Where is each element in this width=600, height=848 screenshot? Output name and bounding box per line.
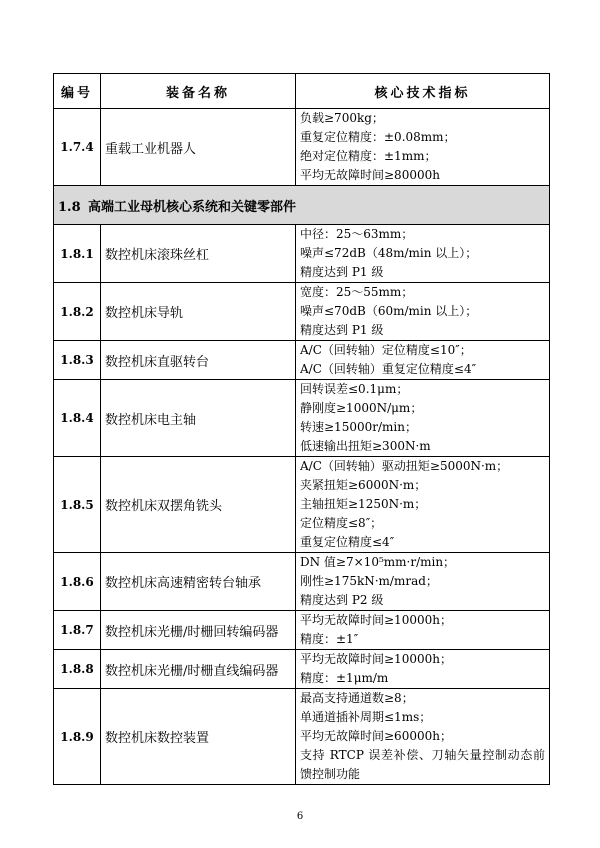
item-number: 1.8.3 — [54, 341, 101, 380]
table-row — [54, 650, 550, 689]
spec-line: 刚性≥175kN·m/mrad； — [300, 574, 438, 588]
header-number: 编号 — [54, 74, 101, 109]
spec-cell — [296, 611, 550, 650]
spec-line: A/C（回转轴）定位精度≤10″； — [300, 343, 472, 357]
spec-line: 中径：25～63mm； — [300, 227, 414, 241]
equipment-name: 数控机床光栅/时栅直线编码器 — [101, 650, 296, 689]
spec-cell — [296, 553, 550, 611]
spec-line: 支持 RTCP 误差补偿、刀轴矢量控制动态前馈控制功能 — [300, 748, 545, 781]
spec-line: 低速输出扭矩≥300N·m — [300, 439, 431, 453]
spec-line: 噪声≤70dB（60m/min 以上）； — [300, 304, 478, 318]
section-number: 1.8 — [58, 199, 81, 215]
section-title: 高端工业母机核心系统和关键零部件 — [88, 199, 297, 215]
item-number: 1.8.2 — [54, 283, 101, 341]
header-equipment-name: 装备名称 — [101, 74, 296, 109]
item-number: 1.8.4 — [54, 380, 101, 457]
item-number: 1.8.1 — [54, 225, 101, 283]
spec-line: 最高支持通道数≥8； — [300, 691, 414, 705]
spec-line: A/C（回转轴）驱动扭矩≥5000N·m； — [300, 459, 509, 473]
spec-line: 精度：±1″ — [300, 632, 359, 646]
spec-cell — [296, 109, 550, 186]
table-row — [54, 225, 550, 283]
spec-cell — [296, 650, 550, 689]
item-number: 1.8.9 — [54, 689, 101, 785]
spec-line: 精度：±1μm/m — [300, 671, 389, 685]
table-row — [54, 457, 550, 553]
spec-line: 主轴扭矩≥1250N·m； — [300, 497, 427, 511]
table-row — [54, 380, 550, 457]
spec-line: 绝对定位精度：±1mm； — [300, 149, 437, 163]
spec-line: 重复定位精度：±0.08mm； — [300, 130, 456, 144]
spec-line: 精度达到 P1 级 — [300, 323, 384, 337]
spec-line: 精度达到 P1 级 — [300, 265, 384, 279]
spec-line: 回转误差≤0.1μm； — [300, 382, 409, 396]
section-row — [54, 186, 550, 225]
spec-cell — [296, 225, 550, 283]
section-heading — [54, 186, 550, 225]
spec-line: 静刚度≥1000N/μm； — [300, 401, 423, 415]
spec-line: 负载≥700kg； — [300, 111, 384, 125]
item-number: 1.8.5 — [54, 457, 101, 553]
spec-line: 精度达到 P2 级 — [300, 593, 384, 607]
table-row — [54, 553, 550, 611]
table-header-row — [54, 74, 550, 109]
item-number: 1.7.4 — [54, 109, 101, 186]
table-body — [54, 109, 550, 785]
spec-cell — [296, 341, 550, 380]
spec-cell — [296, 380, 550, 457]
spec-line: 宽度：25～55mm； — [300, 285, 414, 299]
spec-line: 单通道插补周期≤1ms； — [300, 710, 432, 724]
equipment-name: 数控机床高速精密转台轴承 — [101, 553, 296, 611]
equipment-name: 数控机床导轨 — [101, 283, 296, 341]
spec-cell — [296, 283, 550, 341]
table-row — [54, 689, 550, 785]
equipment-name: 数控机床数控装置 — [101, 689, 296, 785]
spec-line: 转速≥15000r/min； — [300, 420, 417, 434]
spec-line: A/C（回转轴）重复定位精度≤4″ — [300, 362, 477, 376]
spec-line: 定位精度≤8″； — [300, 516, 383, 530]
spec-line: 夹紧扭矩≥6000N·m； — [300, 478, 427, 492]
item-number: 1.8.8 — [54, 650, 101, 689]
spec-line: DN 值≥7×10⁵mm·r/min； — [300, 555, 456, 569]
equipment-name: 数控机床双摆角铣头 — [101, 457, 296, 553]
spec-cell — [296, 457, 550, 553]
spec-line: 平均无故障时间≥10000h； — [300, 613, 452, 627]
item-number: 1.8.7 — [54, 611, 101, 650]
table-row — [54, 283, 550, 341]
equipment-name: 数控机床电主轴 — [101, 380, 296, 457]
spec-line: 重复定位精度≤4″ — [300, 535, 395, 549]
table-row — [54, 611, 550, 650]
spec-line: 平均无故障时间≥80000h — [300, 168, 440, 182]
table-row — [54, 109, 550, 186]
page-number: 6 — [296, 811, 304, 822]
item-number: 1.8.6 — [54, 553, 101, 611]
header-core-specs: 核心技术指标 — [296, 74, 550, 109]
equipment-name: 数控机床光栅/时栅回转编码器 — [101, 611, 296, 650]
spec-line: 平均无故障时间≥10000h； — [300, 652, 452, 666]
equipment-name: 数控机床滚珠丝杠 — [101, 225, 296, 283]
equipment-name: 重载工业机器人 — [101, 109, 296, 186]
equipment-spec-table — [53, 73, 550, 785]
table-row — [54, 341, 550, 380]
spec-line: 噪声≤72dB（48m/min 以上）； — [300, 246, 478, 260]
spec-cell — [296, 689, 550, 785]
spec-line: 平均无故障时间≥60000h； — [300, 729, 452, 743]
equipment-name: 数控机床直驱转台 — [101, 341, 296, 380]
